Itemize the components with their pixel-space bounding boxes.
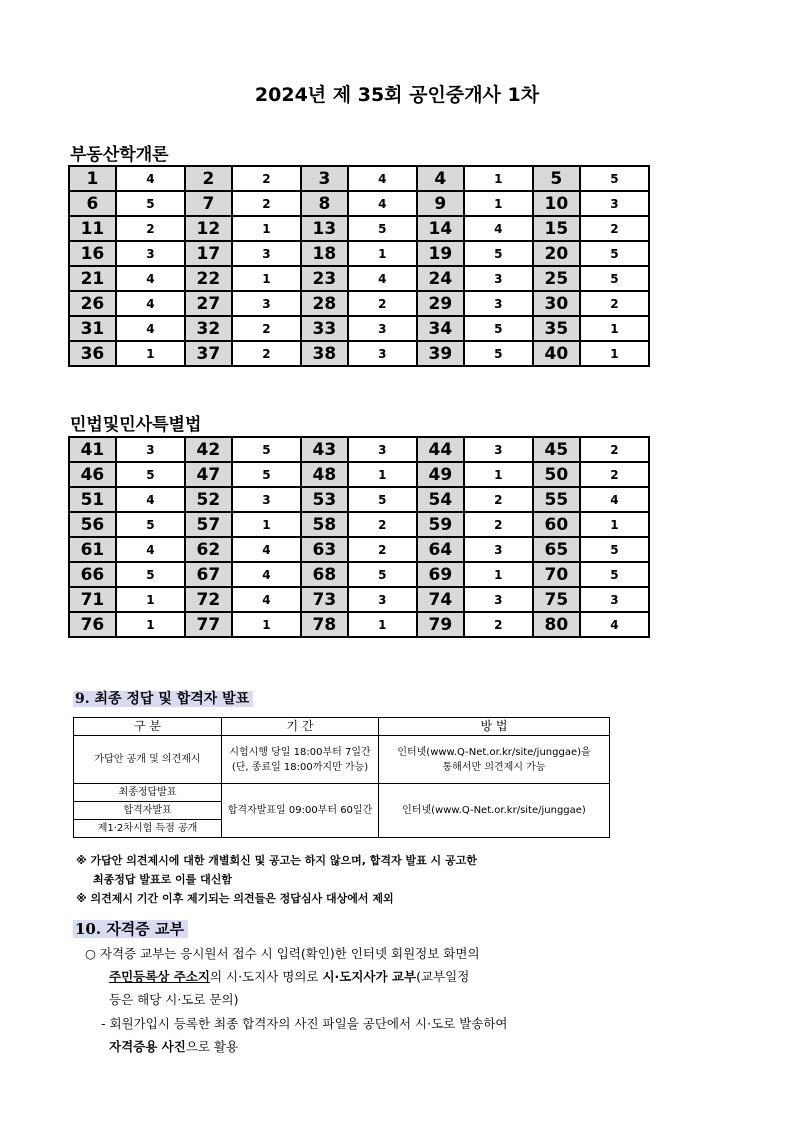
- question-number: 39: [417, 341, 464, 366]
- paragraph-line: 주민등록상 주소지의 시·도지사 명의로 시·도지사가 교부(교부일정: [109, 969, 470, 984]
- question-number: 32: [185, 316, 232, 341]
- answer-row: [69, 341, 649, 366]
- question-number: 31: [69, 316, 116, 341]
- question-number: 53: [301, 487, 348, 512]
- answer-value: 2: [464, 612, 533, 637]
- question-number: 25: [533, 266, 580, 291]
- answer-row: [69, 266, 649, 291]
- paragraph-line: 자격증용 사진으로 활용: [109, 1039, 239, 1054]
- question-number: 36: [69, 341, 116, 366]
- category-cell: 제1·2차시험 득점 공개: [74, 820, 222, 838]
- answer-value: 2: [232, 166, 301, 191]
- answer-value: 1: [116, 612, 185, 637]
- method-cell: [379, 736, 610, 784]
- answer-value: 1: [232, 266, 301, 291]
- answer-value: 1: [348, 612, 417, 637]
- answer-value: 2: [580, 462, 649, 487]
- answer-value: 1: [464, 191, 533, 216]
- answer-value: 1: [348, 462, 417, 487]
- answer-value: 3: [464, 537, 533, 562]
- answer-value: 5: [348, 562, 417, 587]
- question-number: 12: [185, 216, 232, 241]
- answer-value: 4: [232, 562, 301, 587]
- question-number: 57: [185, 512, 232, 537]
- answer-value: 3: [232, 291, 301, 316]
- answer-value: 5: [580, 166, 649, 191]
- section-title-civil-law: 민법및민사특별법: [70, 415, 202, 435]
- question-number: 76: [69, 612, 116, 637]
- answer-row: [69, 587, 649, 612]
- answer-value: 5: [232, 437, 301, 462]
- answer-value: 1: [580, 512, 649, 537]
- question-number: 9: [417, 191, 464, 216]
- question-number: 77: [185, 612, 232, 637]
- question-number: 35: [533, 316, 580, 341]
- answer-value: 5: [348, 487, 417, 512]
- question-number: 14: [417, 216, 464, 241]
- answer-row: [69, 166, 649, 191]
- answer-value: 1: [580, 341, 649, 366]
- question-number: 74: [417, 587, 464, 612]
- answer-value: 4: [116, 166, 185, 191]
- paragraph-photo: [73, 1012, 613, 1058]
- question-number: 22: [185, 266, 232, 291]
- col-header-method: 방 법: [379, 718, 610, 736]
- col-header-period: 기 간: [222, 718, 379, 736]
- answer-value: 1: [232, 216, 301, 241]
- question-number: 15: [533, 216, 580, 241]
- answer-value: 2: [464, 487, 533, 512]
- question-number: 42: [185, 437, 232, 462]
- answer-value: 3: [116, 437, 185, 462]
- answer-value: 2: [232, 341, 301, 366]
- question-number: 51: [69, 487, 116, 512]
- answer-value: 3: [580, 587, 649, 612]
- question-number: 2: [185, 166, 232, 191]
- question-number: 68: [301, 562, 348, 587]
- question-number: 70: [533, 562, 580, 587]
- answer-value: 4: [116, 266, 185, 291]
- question-number: 44: [417, 437, 464, 462]
- answer-value: 3: [348, 316, 417, 341]
- notes: [76, 851, 636, 908]
- answer-value: 5: [580, 241, 649, 266]
- question-number: 69: [417, 562, 464, 587]
- question-number: 38: [301, 341, 348, 366]
- answer-value: 1: [464, 562, 533, 587]
- question-number: 54: [417, 487, 464, 512]
- paragraph-line: - 회원가입시 등록한 최종 합격자의 사진 파일을 공단에서 시·도로 발송하여: [101, 1016, 508, 1031]
- answer-value: 5: [116, 462, 185, 487]
- answer-value: 1: [464, 166, 533, 191]
- question-number: 80: [533, 612, 580, 637]
- question-number: 46: [69, 462, 116, 487]
- answer-value: 5: [580, 562, 649, 587]
- answer-value: 5: [464, 341, 533, 366]
- question-number: 61: [69, 537, 116, 562]
- answer-value: 4: [580, 487, 649, 512]
- question-number: 10: [533, 191, 580, 216]
- question-number: 18: [301, 241, 348, 266]
- answer-value: 2: [116, 216, 185, 241]
- answer-value: 3: [464, 291, 533, 316]
- category-cell: 합격자발표: [74, 802, 222, 820]
- answer-table-real-estate: [68, 165, 650, 367]
- question-number: 7: [185, 191, 232, 216]
- question-number: 41: [69, 437, 116, 462]
- question-number: 19: [417, 241, 464, 266]
- question-number: 65: [533, 537, 580, 562]
- answer-value: 5: [348, 216, 417, 241]
- answer-value: 4: [116, 537, 185, 562]
- question-number: 26: [69, 291, 116, 316]
- question-number: 40: [533, 341, 580, 366]
- answer-value: 1: [464, 462, 533, 487]
- answer-value: 2: [348, 291, 417, 316]
- question-number: 29: [417, 291, 464, 316]
- answer-value: 3: [464, 587, 533, 612]
- answer-value: 4: [232, 587, 301, 612]
- section-title-real-estate: 부동산학개론: [70, 145, 169, 165]
- answer-table-civil-law: [68, 436, 650, 638]
- paragraph-line: ○ 자격증 교부는 응시원서 접수 시 입력(확인)한 인터넷 회원정보 화면의: [85, 946, 480, 961]
- question-number: 78: [301, 612, 348, 637]
- answer-value: 1: [580, 316, 649, 341]
- answer-value: 3: [580, 191, 649, 216]
- paragraph-certificate: [73, 942, 613, 1011]
- question-number: 64: [417, 537, 464, 562]
- answer-value: 1: [348, 241, 417, 266]
- question-number: 6: [69, 191, 116, 216]
- answer-value: 2: [464, 512, 533, 537]
- question-number: 23: [301, 266, 348, 291]
- question-number: 13: [301, 216, 348, 241]
- answer-value: 1: [232, 612, 301, 637]
- answer-value: 3: [348, 587, 417, 612]
- question-number: 24: [417, 266, 464, 291]
- question-number: 20: [533, 241, 580, 266]
- question-number: 11: [69, 216, 116, 241]
- answer-value: 3: [464, 266, 533, 291]
- note-line: ※ 가답안 의견제시에 대한 개별회신 및 공고는 하지 않으며, 합격자 발표 시 공고한: [76, 854, 477, 867]
- answer-row: [69, 562, 649, 587]
- qnet-link[interactable]: 인터넷(www.Q-Net.or.kr/site/junggae)을: [397, 746, 591, 758]
- question-number: 3: [301, 166, 348, 191]
- answer-value: 2: [348, 512, 417, 537]
- answer-value: 5: [116, 191, 185, 216]
- answer-value: 3: [348, 341, 417, 366]
- answer-row: [69, 191, 649, 216]
- answer-value: 4: [348, 191, 417, 216]
- answer-value: 3: [348, 437, 417, 462]
- answer-value: 2: [580, 437, 649, 462]
- answer-row: [69, 437, 649, 462]
- category-cell: 최종정답발표: [74, 784, 222, 802]
- answer-row: [69, 462, 649, 487]
- question-number: 21: [69, 266, 116, 291]
- method-cell: 인터넷(www.Q-Net.or.kr/site/junggae): [379, 784, 610, 838]
- answer-row: [69, 612, 649, 637]
- answer-value: 4: [116, 316, 185, 341]
- question-number: 28: [301, 291, 348, 316]
- answer-value: 1: [116, 587, 185, 612]
- answer-value: 3: [232, 487, 301, 512]
- period-cell: 시험시행 당일 18:00부터 7일간(단, 종료일 18:00까지만 가능): [222, 736, 379, 784]
- answer-value: 5: [116, 512, 185, 537]
- question-number: 50: [533, 462, 580, 487]
- answer-value: 2: [580, 291, 649, 316]
- schedule-table: [73, 717, 610, 838]
- answer-value: 5: [464, 241, 533, 266]
- answer-value: 4: [232, 537, 301, 562]
- note-line: 최종정답 발표로 이를 대신함: [93, 873, 232, 886]
- question-number: 47: [185, 462, 232, 487]
- answer-value: 5: [464, 316, 533, 341]
- question-number: 62: [185, 537, 232, 562]
- question-number: 30: [533, 291, 580, 316]
- answer-row: [69, 512, 649, 537]
- question-number: 79: [417, 612, 464, 637]
- question-number: 55: [533, 487, 580, 512]
- question-number: 60: [533, 512, 580, 537]
- question-number: 49: [417, 462, 464, 487]
- question-number: 72: [185, 587, 232, 612]
- category-cell: 가답안 공개 및 의견제시: [74, 736, 222, 784]
- answer-row: [69, 216, 649, 241]
- answer-value: 5: [580, 266, 649, 291]
- question-number: 63: [301, 537, 348, 562]
- question-number: 8: [301, 191, 348, 216]
- answer-row: [69, 537, 649, 562]
- answer-value: 4: [464, 216, 533, 241]
- question-number: 71: [69, 587, 116, 612]
- question-number: 16: [69, 241, 116, 266]
- answer-value: 4: [116, 291, 185, 316]
- question-number: 5: [533, 166, 580, 191]
- answer-row: [69, 487, 649, 512]
- question-number: 75: [533, 587, 580, 612]
- period-cell: 합격자발표일 09:00부터 60일간: [222, 784, 379, 838]
- answer-value: 3: [232, 241, 301, 266]
- question-number: 17: [185, 241, 232, 266]
- question-number: 1: [69, 166, 116, 191]
- question-number: 66: [69, 562, 116, 587]
- col-header-category: 구 분: [74, 718, 222, 736]
- section9-heading: 9. 최종 정답 및 합격자 발표: [73, 688, 253, 708]
- answer-row: [69, 291, 649, 316]
- question-number: 4: [417, 166, 464, 191]
- answer-value: 1: [116, 341, 185, 366]
- answer-value: 2: [232, 316, 301, 341]
- question-number: 43: [301, 437, 348, 462]
- answer-value: 5: [116, 562, 185, 587]
- answer-value: 4: [116, 487, 185, 512]
- answer-value: 3: [464, 437, 533, 462]
- answer-value: 2: [348, 537, 417, 562]
- answer-value: 5: [232, 462, 301, 487]
- question-number: 56: [69, 512, 116, 537]
- answer-row: [69, 241, 649, 266]
- question-number: 34: [417, 316, 464, 341]
- answer-value: 4: [580, 612, 649, 637]
- answer-value: 1: [232, 512, 301, 537]
- answer-value: 4: [348, 166, 417, 191]
- paragraph-line: 등은 해당 시·도로 문의): [109, 992, 239, 1007]
- page-title: 2024년 제 35회 공인중개사 1차: [254, 84, 540, 106]
- question-number: 48: [301, 462, 348, 487]
- question-number: 27: [185, 291, 232, 316]
- answer-value: 5: [580, 537, 649, 562]
- question-number: 59: [417, 512, 464, 537]
- question-number: 67: [185, 562, 232, 587]
- question-number: 73: [301, 587, 348, 612]
- note-line: ※ 의견제시 기간 이후 제기되는 의견들은 정답심사 대상에서 제외: [76, 892, 394, 905]
- question-number: 45: [533, 437, 580, 462]
- answer-value: 2: [580, 216, 649, 241]
- answer-value: 3: [116, 241, 185, 266]
- answer-row: [69, 316, 649, 341]
- question-number: 52: [185, 487, 232, 512]
- section10-heading: 10. 자격증 교부: [73, 918, 188, 939]
- question-number: 33: [301, 316, 348, 341]
- method-text: 통해서만 의견제시 가능: [442, 761, 546, 773]
- question-number: 37: [185, 341, 232, 366]
- answer-value: 2: [232, 191, 301, 216]
- question-number: 58: [301, 512, 348, 537]
- answer-value: 4: [348, 266, 417, 291]
